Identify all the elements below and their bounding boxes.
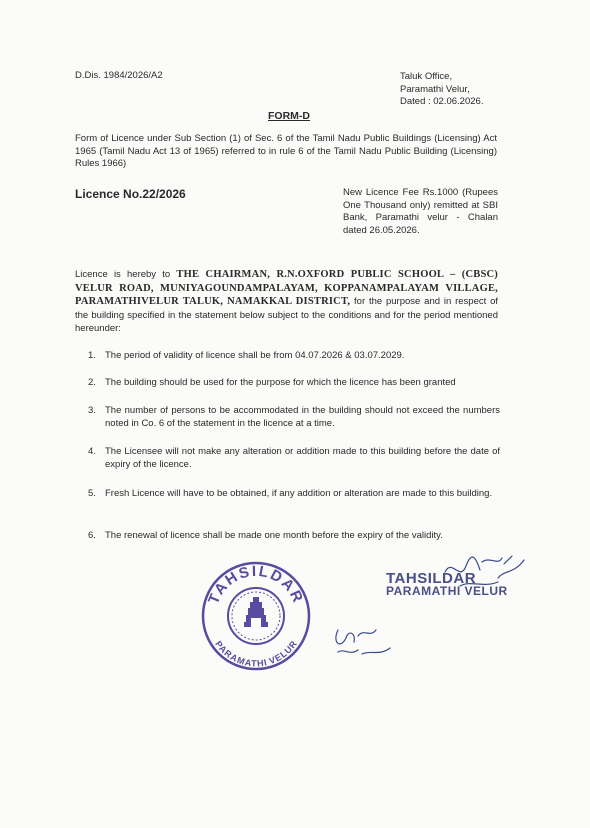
- condition-text: The period of validity of licence shall be from 04.07.2026 & 03.07.2029.: [105, 350, 405, 361]
- condition-item: [88, 405, 500, 430]
- temple-emblem-icon: [244, 597, 268, 627]
- fee-note: New Licence Fee Rs.1000 (Rupees One Thousand only) remitted at SBI Bank, Paramathi velur - Chalan dated 26.05.2026.: [343, 187, 498, 236]
- signatory-place: PARAMATHI VELUR: [386, 584, 508, 598]
- condition-text: The Licensee will not make any alteration or addition made to this building before the date of expiry of the licence.: [105, 446, 500, 470]
- condition-number: 3.: [88, 405, 96, 416]
- condition-number: 1.: [88, 350, 96, 361]
- seal-top-text: TAHSILDAR: [205, 562, 307, 607]
- handwritten-initials: [330, 620, 400, 665]
- licence-number: Licence No.22/2026: [75, 187, 186, 201]
- condition-item: [88, 377, 500, 390]
- condition-text: The number of persons to be accommodated in the building should not exceed the numbers noted in Co. 6 of the statement in the licence at a time.: [105, 405, 500, 429]
- condition-number: 6.: [88, 530, 96, 541]
- office-line: Dated : 02.06.2026.: [400, 96, 484, 107]
- condition-item: [88, 446, 500, 471]
- condition-number: 2.: [88, 377, 96, 388]
- condition-item: [88, 530, 500, 543]
- office-line: Paramathi Velur,: [400, 83, 470, 95]
- licence-body: [75, 268, 498, 336]
- signatory-title: TAHSILDAR: [386, 570, 477, 587]
- condition-item: [88, 488, 500, 501]
- office-address: [400, 71, 520, 109]
- form-title: FORM-D: [268, 110, 310, 122]
- condition-text: The building should be used for the purpose for which the licence has been granted: [105, 377, 456, 388]
- reference-number: D.Dis. 1984/2026/A2: [75, 70, 163, 81]
- handwritten-signature: [440, 552, 530, 602]
- licensee-name: THE CHAIRMAN, R.N.OXFORD PUBLIC SCHOOL – (CBSC) VELUR ROAD, MUNIYAGOUNDAMPALAYAM, KOPPANAMPALAYAM VILLAGE, PARAMATHIVELUR TALUK, NAMAKKAL DISTRICT,: [75, 269, 498, 307]
- seal-bottom-text: PARAMATHI VELUR: [213, 639, 299, 669]
- body-tail: for the purpose and in respect of the building specified in the statement below subject to the conditions and for the period mentioned hereunder:: [75, 296, 498, 334]
- condition-item: [88, 350, 500, 363]
- condition-number: 4.: [88, 446, 96, 457]
- office-line: Taluk Office,: [400, 71, 453, 82]
- condition-number: 5.: [88, 488, 96, 499]
- tahsildar-seal: [200, 560, 312, 672]
- condition-text: Fresh Licence will have to be obtained, if any addition or alteration are made to this building.: [105, 488, 493, 499]
- body-lead: Licence is hereby to: [75, 269, 177, 280]
- intro-paragraph: Form of Licence under Sub Section (1) of Sec. 6 of the Tamil Nadu Public Buildings (Licensing) Act 1965 (Tamil Nadu Act 13 of 1965) referred to in rule 6 of the Tamil Nadu Public Building (Licensing) Rules 1966): [75, 133, 497, 169]
- condition-text: The renewal of licence shall be made one month before the expiry of the validity.: [105, 530, 443, 541]
